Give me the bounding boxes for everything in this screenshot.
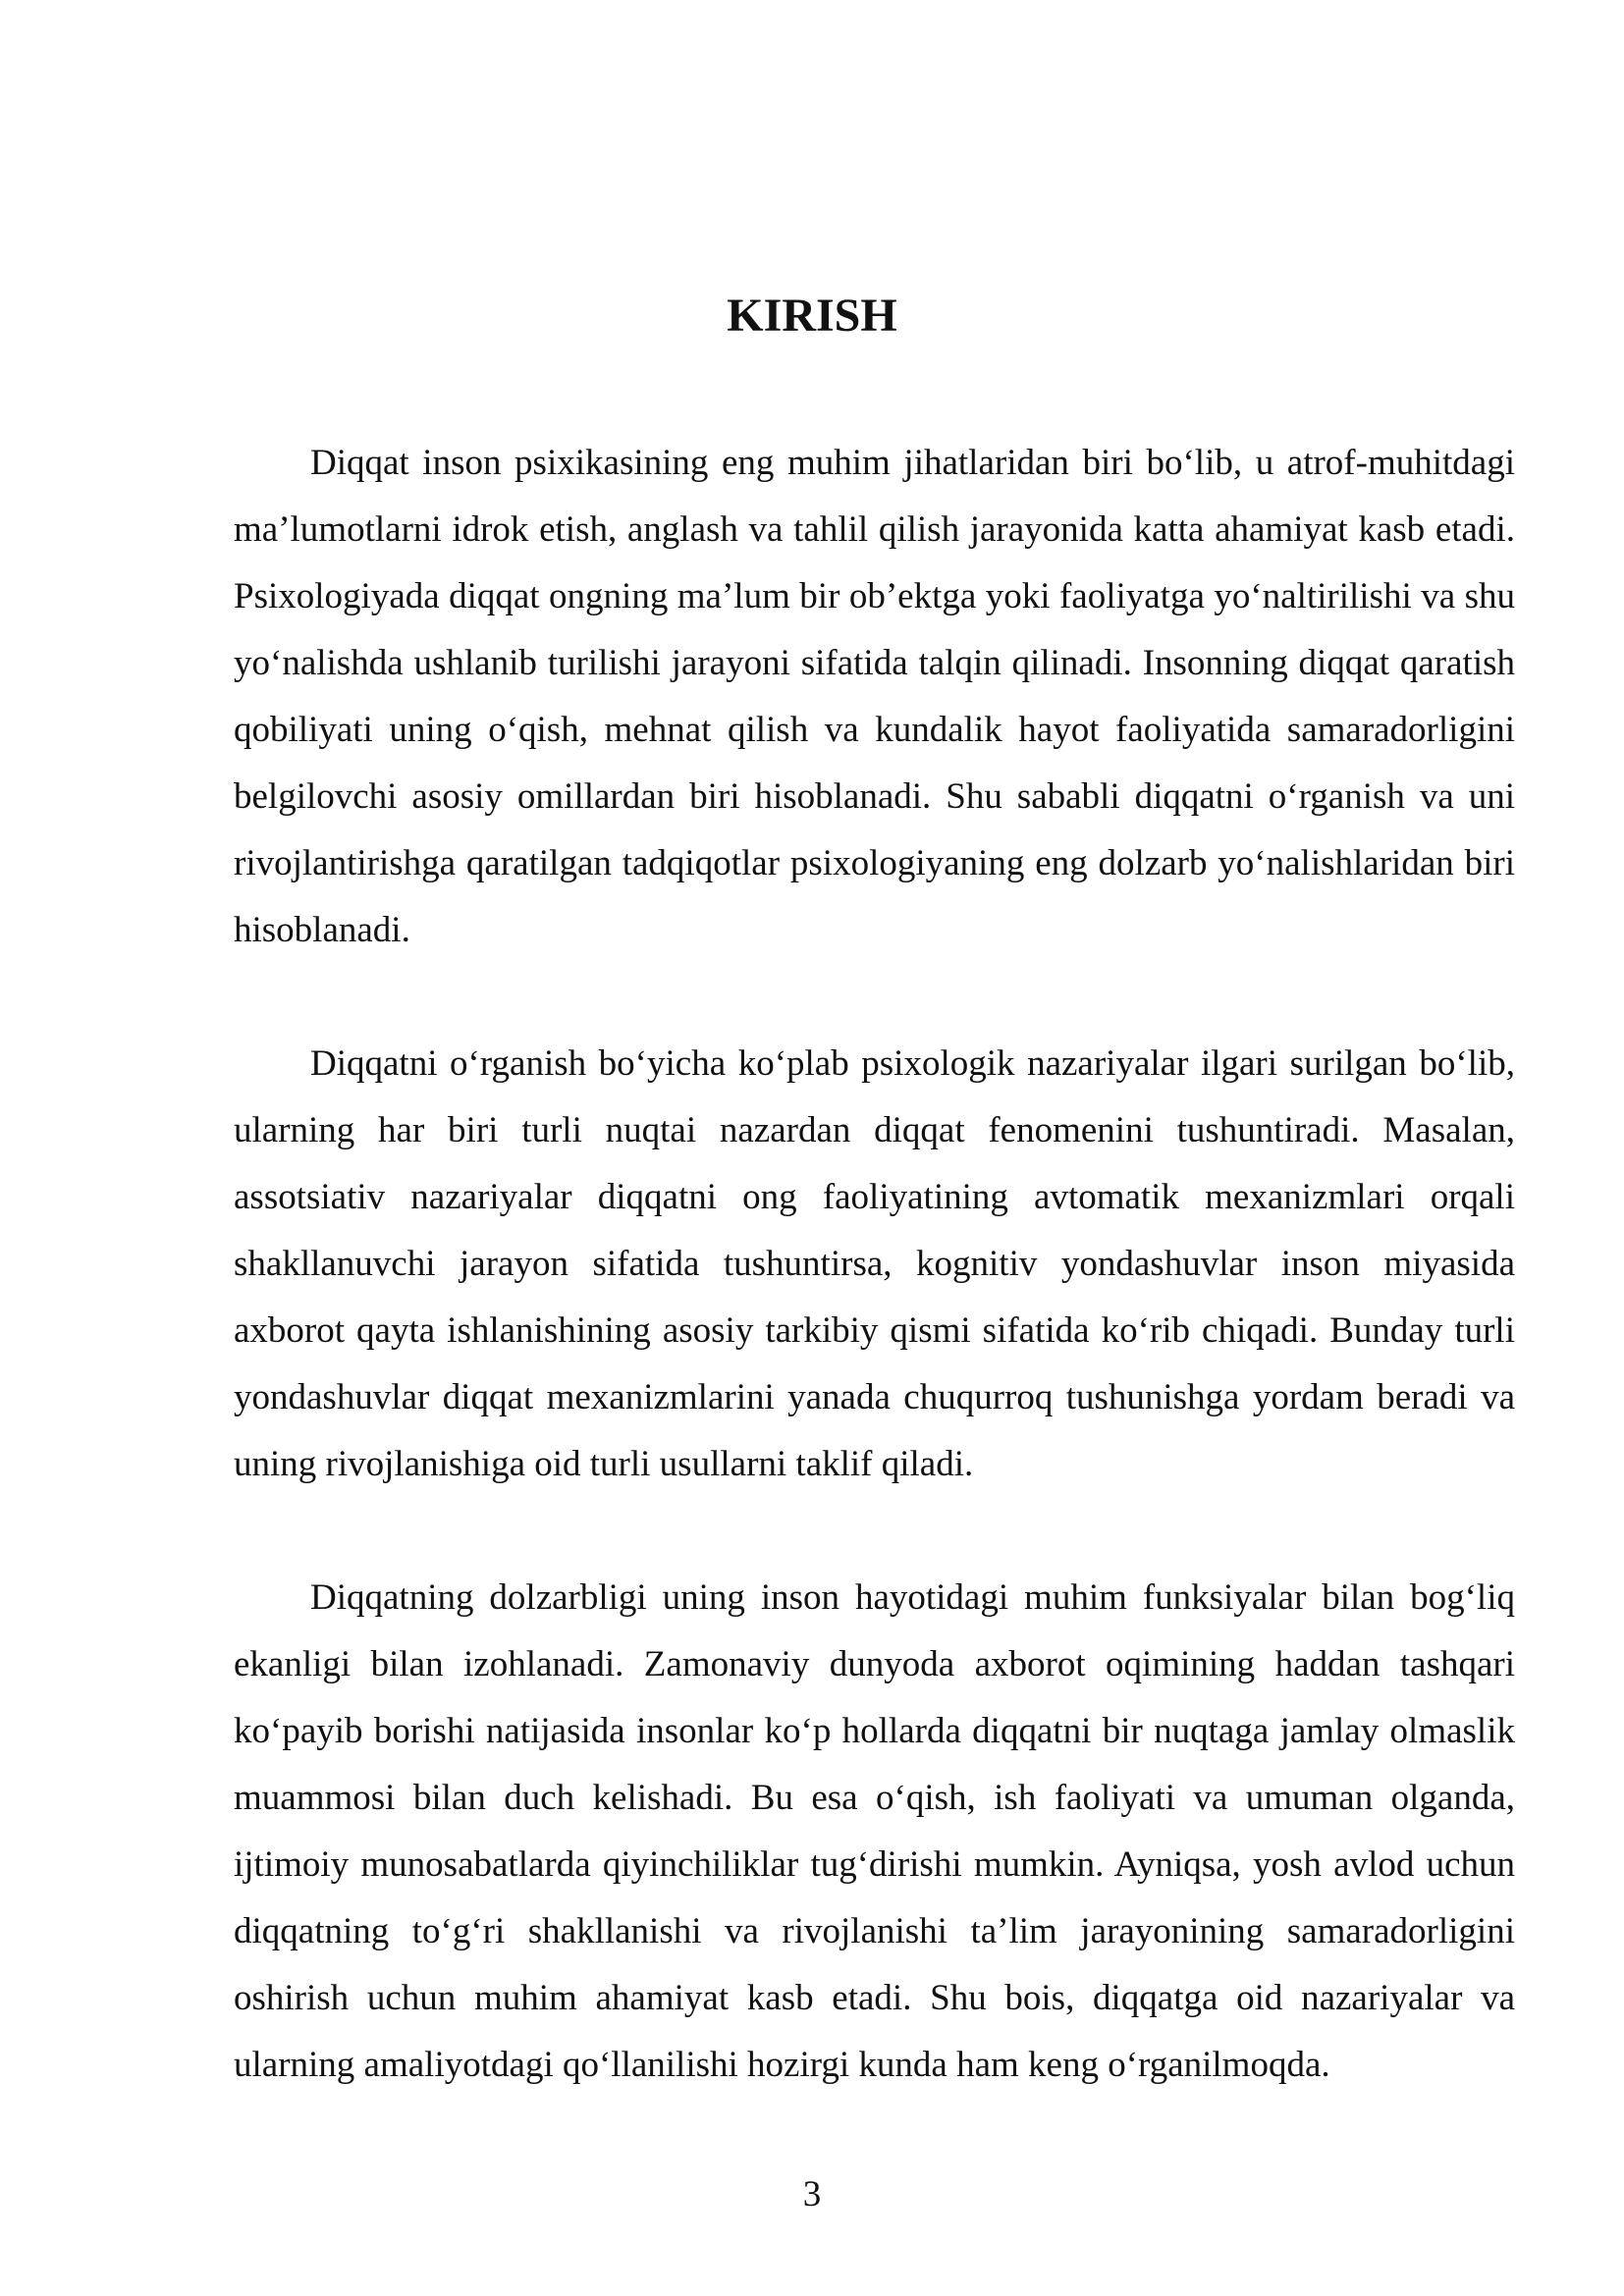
body-text bbox=[234, 430, 1515, 2165]
paragraph-1: Diqqat inson psixikasining eng muhim jihatlaridan biri bo‘lib, u atrof-muhitdagi ma’lumotlarni idrok etish, anglash va tahlil qilish jarayonida katta ahamiyat kasb etadi. Psixologiyada diqqat ongning ma’lum bir ob’ektga yoki faoliyatga yo‘naltirilishi va shu yo‘nalishda ushlanib turilishi jarayoni sifatida talqin qilinadi. Insonning diqqat qaratish qobiliyati uning o‘qish, mehnat qilish va kundalik hayot faoliyatida samaradorligini belgilovchi asosiy omillardan biri hisoblanadi. Shu sababli diqqatni o‘rganish va uni rivojlantirishga qaratilgan tadqiqotlar psixologiyaning eng dolzarb yo‘nalishlaridan biri hisoblanadi. bbox=[234, 443, 1515, 950]
page-number: 3 bbox=[802, 2174, 822, 2215]
paragraph-3: Diqqatning dolzarbligi uning inson hayotidagi muhim funksiyalar bilan bog‘liq ekanligi bilan izohlanadi. Zamonaviy dunyoda axborot oqimining haddan tashqari ko‘payib borishi natijasida insonlar ko‘p hollarda diqqatni bir nuqtaga jamlay olmaslik muammosi bilan duch kelishadi. Bu esa o‘qish, ish faoliyati va umuman olganda, ijtimoiy munosabatlarda qiyinchiliklar tug‘dirishi mumkin. Ayniqsa, yosh avlod uchun diqqatning to‘g‘ri shakllanishi va rivojlanishi ta’lim jarayonining samaradorligini oshirish uchun muhim ahamiyat kasb etadi. Shu bois, diqqatga oid nazariyalar va ularning amaliyotdagi qo‘llanilishi hozirgi kunda ham keng o‘rganilmoqda. bbox=[234, 1577, 1515, 2085]
paragraph-2: Diqqatni o‘rganish bo‘yicha ko‘plab psixologik nazariyalar ilgari surilgan bo‘lib, ularning har biri turli nuqtai nazardan diqqat fenomenini tushuntiradi. Masalan, assotsiativ nazariyalar diqqatni ong faoliyatining avtomatik mexanizmlari orqali shakllanuvchi jarayon sifatida tushuntirsa, kognitiv yondashuvlar inson miyasida axborot qayta ishlanishining asosiy tarkibiy qismi sifatida ko‘rib chiqadi. Bunday turli yondashuvlar diqqat mexanizmlarini yanada chuqurroq tushunishga yordam beradi va uning rivojlanishiga oid turli usullarni taklif qiladi. bbox=[234, 1043, 1515, 1484]
page-title: KIRISH bbox=[727, 290, 897, 342]
